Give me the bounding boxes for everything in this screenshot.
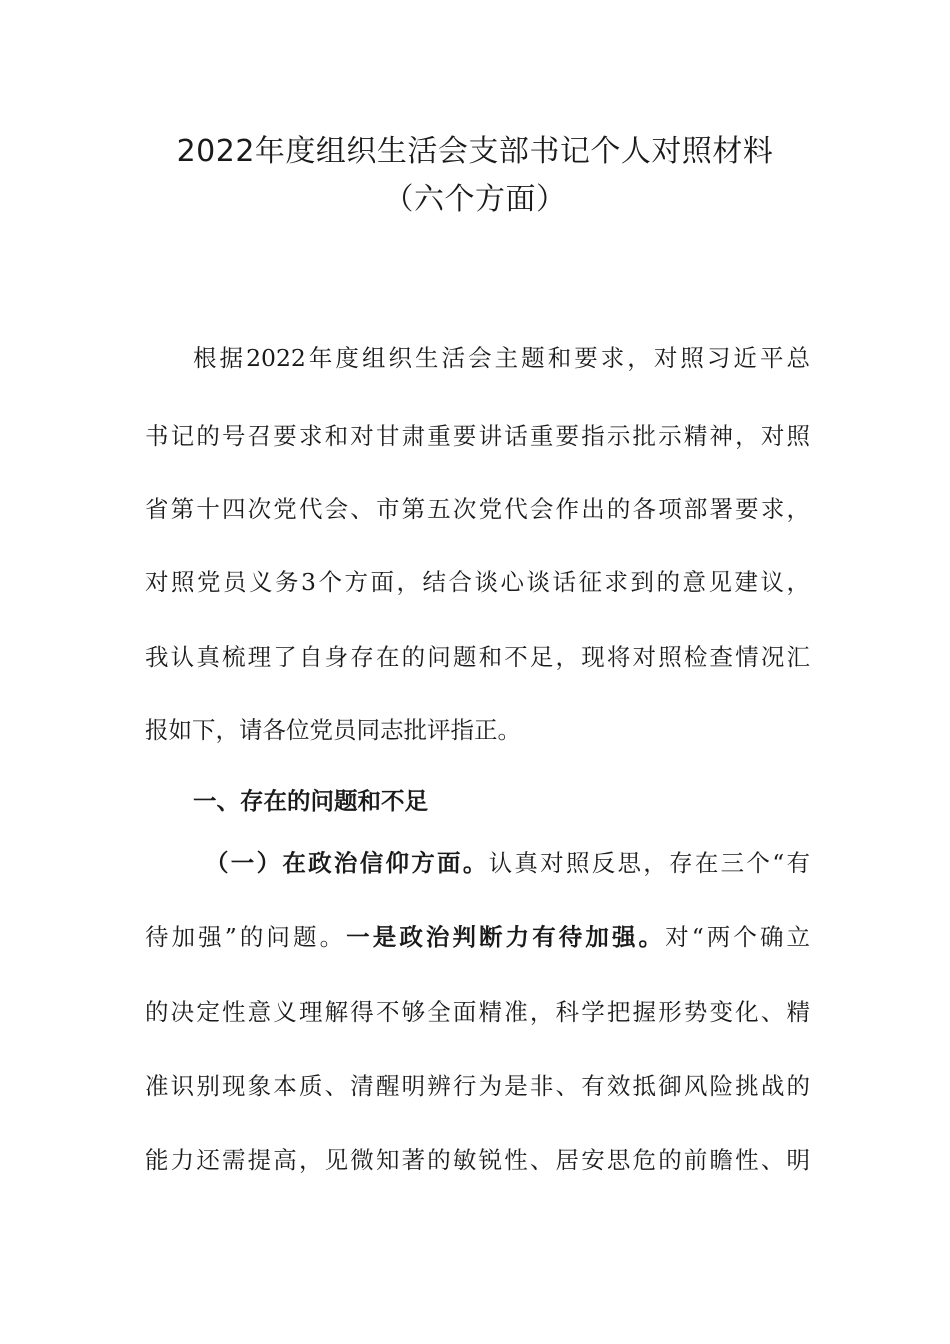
section-heading-1: 一、存在的问题和不足 xyxy=(193,787,428,815)
document-subtitle: （六个方面） xyxy=(383,182,567,217)
intro-line-6: 报如下，请各位党员同志批评指正。 xyxy=(145,716,521,744)
subsection-line-1-text: 认真对照反思，存在三个“有 xyxy=(488,849,811,877)
intro-line-5: 我认真梳理了自身存在的问题和不足，现将对照检查情况汇 xyxy=(145,643,810,671)
subsection-line-5: 能力还需提高，见微知著的敏锐性、居安思危的前瞻性、明 xyxy=(145,1146,810,1174)
subsection-line-3: 的决定性意义理解得不够全面精准，科学把握形势变化、精 xyxy=(145,998,810,1026)
subsection-line-1 xyxy=(205,846,810,880)
intro-line-4: 对照党员义务3个方面，结合谈心谈话征求到的意见建议， xyxy=(145,568,810,596)
intro-line-2: 书记的号召要求和对甘肃重要讲话重要指示批示精神，对照 xyxy=(145,422,810,450)
subsection-line-2 xyxy=(145,920,810,954)
subsection-label: （一）在政治信仰方面。 xyxy=(205,849,489,877)
intro-line-3: 省第十四次党代会、市第五次党代会作出的各项部署要求， xyxy=(145,495,810,523)
document-title: 2022年度组织生活会支部书记个人对照材料 xyxy=(176,134,774,169)
subsection-line-2-start: 待加强”的问题。 xyxy=(145,923,347,951)
subsection-line-2-end: 对“两个确立 xyxy=(665,923,811,951)
subsection-line-4: 准识别现象本质、清醒明辨行为是非、有效抵御风险挑战的 xyxy=(145,1072,810,1100)
intro-line-1: 根据2022年度组织生活会主题和要求，对照习近平总 xyxy=(193,344,810,372)
point-one-heading: 一是政治判断力有待加强。 xyxy=(346,923,666,951)
